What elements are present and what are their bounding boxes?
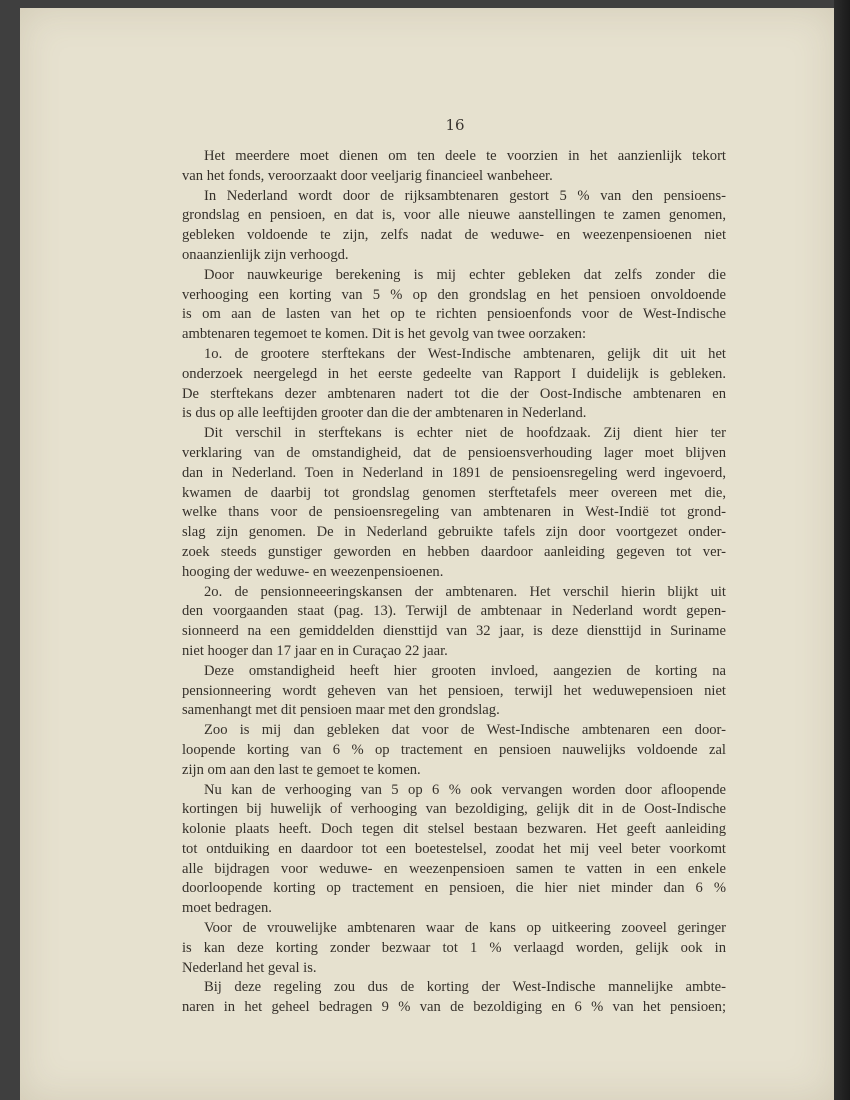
text-line: hooging der weduwe- en weezenpensioenen. <box>182 563 444 580</box>
text-line: Zoo is mij dan gebleken dat voor de West-Indische ambtenaren een door- <box>204 722 726 739</box>
text-line: verklaring van de omstandigheid, dat de pensioensverhouding lager moet blijven <box>182 444 726 461</box>
text-line: alle bijdragen voor weduwe- en weezenpensioen samen te vatten in een enkele <box>182 860 726 877</box>
text-line: van het fonds, veroorzaakt door veeljarig financieel wanbeheer. <box>182 167 553 184</box>
text-line: 2o. de pensionneeeringskansen der ambtenaren. Het verschil hierin blijkt uit <box>204 583 726 600</box>
text-line: den voorgaanden staat (pag. 13). Terwijl de ambtenaar in Nederland wordt gepen- <box>182 603 726 620</box>
text-line: zijn om aan den last te gemoet te komen. <box>182 761 421 778</box>
text-line: tot ontduiking en daardoor tot een boetestelsel, zoodat het mij veel beter voorkomt <box>182 840 726 857</box>
text-line: grondslag en pensioen, en dat is, voor alle nieuwe aanstellingen te zamen genomen, <box>182 207 726 224</box>
text-line: verhooging een korting van 5 % op den grondslag en het pensioen onvoldoende <box>182 286 726 303</box>
text-line: Dit verschil in sterftekans is echter niet de hoofdzaak. Zij dient hier ter <box>204 425 726 442</box>
text-line: In Nederland wordt door de rijksambtenaren gestort 5 % van den pensioens- <box>204 187 726 204</box>
text-line: ambtenaren tegemoet te komen. Dit is het gevolg van twee oorzaken: <box>182 326 587 343</box>
text-line: Deze omstandigheid heeft hier grooten invloed, aangezien de korting na <box>204 662 726 679</box>
text-line: onaanzienlijk zijn verhoogd. <box>182 246 349 263</box>
text-line: Door nauwkeurige berekening is mij echter gebleken dat zelfs zonder die <box>204 266 726 283</box>
text-line: gebleken voldoende te zijn, zelfs nadat de weduwe- en weezenpensioenen niet <box>182 227 726 244</box>
body-text <box>182 147 726 1018</box>
text-line: kortingen bij huwelijk of verhooging van bezoldiging, gelijk dit in de Oost-Indische <box>182 801 726 818</box>
text-line: naren in het geheel bedragen 9 % van de bezoldiging en 6 % van het pensioen; <box>182 999 726 1016</box>
text-line: kwamen de daarbij tot grondslag genomen sterftetafels meer overeen met die, <box>182 484 726 501</box>
text-line: onderzoek neergelegd in het eerste gedeelte van Rapport I duidelijk is gebleken. <box>182 365 726 382</box>
page-edge-shadow <box>834 0 850 1100</box>
text-line: niet hooger dan 17 jaar en in Curaçao 22 jaar. <box>182 642 448 659</box>
text-line: Nederland het geval is. <box>182 959 317 976</box>
text-line: slag zijn genomen. De in Nederland gebruikte tafels zijn door voortgezet onder- <box>182 524 726 541</box>
text-line: dan in Nederland. Toen in Nederland in 1891 de pensioensregeling werd ingevoerd, <box>182 464 726 481</box>
text-line: is dus op alle leeftijden grooter dan die der ambtenaren in Nederland. <box>182 405 587 422</box>
text-line: is kan deze korting zonder bezwaar tot 1 % verlaagd worden, gelijk ook in <box>182 939 726 956</box>
text-line: moet bedragen. <box>182 900 272 917</box>
text-line: De sterftekans dezer ambtenaren nadert tot die der Oost-Indische ambtenaren en <box>182 385 726 402</box>
text-line: kolonie plaats heeft. Doch tegen dit stelsel bestaan bezwaren. Het geeft aanleiding <box>182 821 726 838</box>
text-line: zoek steeds gunstiger geworden en hebben daardoor aanleiding gegeven tot ver- <box>182 543 726 560</box>
text-line: 1o. de grootere sterftekans der West-Indische ambtenaren, gelijk dit uit het <box>204 345 726 362</box>
text-line: Bij deze regeling zou dus de korting der West-Indische mannelijke ambte- <box>204 979 726 996</box>
text-line: Nu kan de verhooging van 5 op 6 % ook vervangen worden door afloopende <box>204 781 726 798</box>
text-line: samenhangt met dit pensioen maar met den grondslag. <box>182 702 500 719</box>
text-line: sionneerd na een gemiddelden diensttijd van 32 jaar, is deze diensttijd in Suriname <box>182 623 726 640</box>
text-line: pensionneering wordt geheven van het pensioen, terwijl het weduwepensioen niet <box>182 682 726 699</box>
text-line: loopende korting van 6 % op tractement en pensioen nauwelijks voldoende zal <box>182 741 726 758</box>
text-line: is om aan de lasten van het op te richten pensioenfonds voor de West-Indische <box>182 306 726 323</box>
text-line: welke thans voor de pensioensregeling van ambtenaren in West-Indië tot grond- <box>182 504 726 521</box>
text-line: Het meerdere moet dienen om ten deele te voorzien in het aanzienlijk tekort <box>204 148 726 164</box>
text-line: doorloopende korting op tractement en pensioen, die hier niet minder dan 6 % <box>182 880 726 897</box>
page-number: 16 <box>445 116 465 134</box>
text-line: Voor de vrouwelijke ambtenaren waar de kans op uitkeering zooveel geringer <box>204 920 726 937</box>
